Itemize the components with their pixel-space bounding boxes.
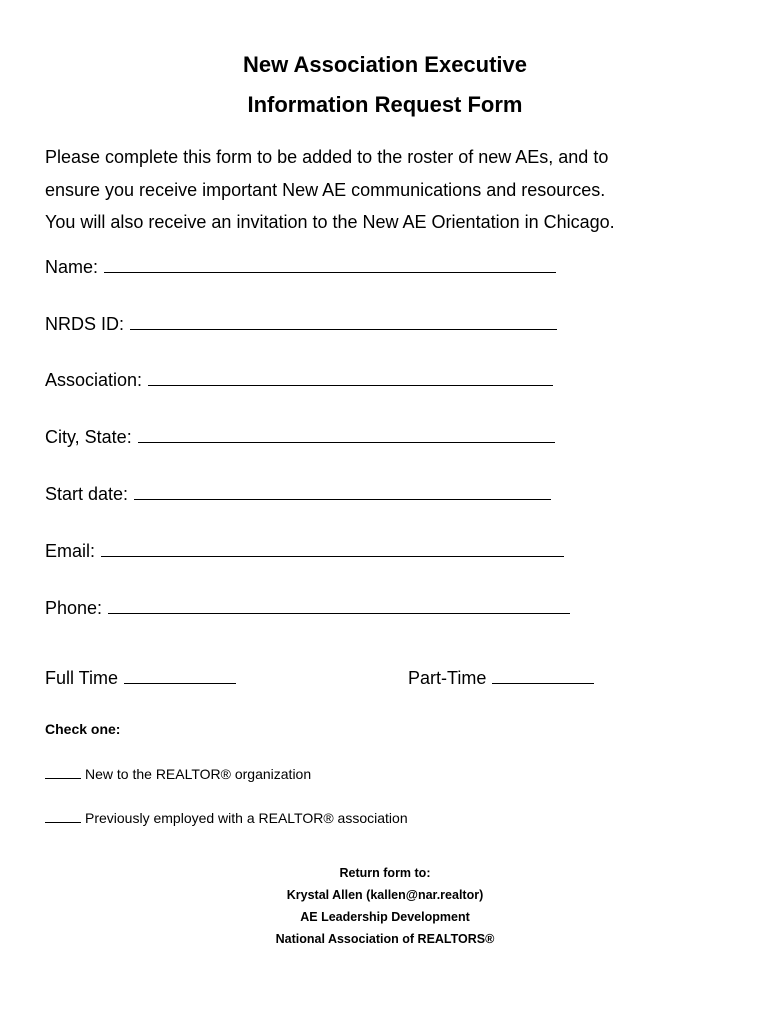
return-contact: Krystal Allen (kallen@nar.realtor) bbox=[286, 888, 484, 902]
intro-line-3: You will also receive an invitation to the New AE Orientation in Chicago. bbox=[45, 212, 615, 232]
phone-label: Phone: bbox=[45, 598, 103, 618]
city-state-blank[interactable] bbox=[138, 424, 555, 443]
association-field bbox=[45, 367, 553, 392]
email-label: Email: bbox=[45, 541, 96, 561]
association-blank[interactable] bbox=[148, 367, 553, 386]
check-blank-new[interactable] bbox=[45, 765, 81, 779]
start-date-field bbox=[45, 481, 551, 506]
city-state-field bbox=[45, 424, 555, 449]
check-option-new bbox=[45, 764, 311, 784]
check-option-new-label: New to the REALTOR® organization bbox=[85, 766, 312, 782]
check-option-previous bbox=[45, 808, 408, 828]
nrds-id-label: NRDS ID: bbox=[45, 314, 125, 334]
phone-blank[interactable] bbox=[108, 595, 570, 614]
full-time-field bbox=[45, 665, 236, 690]
full-time-label: Full Time bbox=[45, 668, 119, 688]
intro-paragraph bbox=[45, 141, 735, 239]
association-label: Association: bbox=[45, 370, 143, 390]
nrds-id-blank[interactable] bbox=[130, 311, 557, 330]
part-time-blank[interactable] bbox=[492, 665, 594, 684]
email-blank[interactable] bbox=[101, 538, 564, 557]
part-time-field bbox=[408, 665, 594, 690]
name-field bbox=[45, 254, 556, 279]
start-date-label: Start date: bbox=[45, 484, 129, 504]
check-one-heading: Check one: bbox=[45, 721, 121, 737]
check-blank-previous[interactable] bbox=[45, 809, 81, 823]
form-title-line-1: New Association Executive bbox=[242, 52, 528, 77]
form-title-line-2: Information Request Form bbox=[247, 92, 523, 117]
phone-field bbox=[45, 595, 570, 620]
full-time-blank[interactable] bbox=[124, 665, 236, 684]
name-label: Name: bbox=[45, 257, 99, 277]
nrds-id-field bbox=[45, 311, 557, 336]
intro-line-2: ensure you receive important New AE communications and resources. bbox=[45, 179, 606, 200]
start-date-blank[interactable] bbox=[134, 481, 551, 500]
return-form-label: Return form to: bbox=[339, 866, 431, 880]
name-blank[interactable] bbox=[104, 254, 556, 273]
return-department: AE Leadership Development bbox=[300, 910, 470, 924]
return-organization: National Association of REALTORS® bbox=[275, 932, 495, 946]
part-time-label: Part-Time bbox=[408, 668, 487, 688]
city-state-label: City, State: bbox=[45, 427, 132, 447]
email-field bbox=[45, 538, 564, 563]
check-option-previous-label: Previously employed with a REALTOR® association bbox=[85, 810, 408, 826]
intro-line-1: Please complete this form to be added to the roster of new AEs, and to bbox=[45, 147, 609, 167]
